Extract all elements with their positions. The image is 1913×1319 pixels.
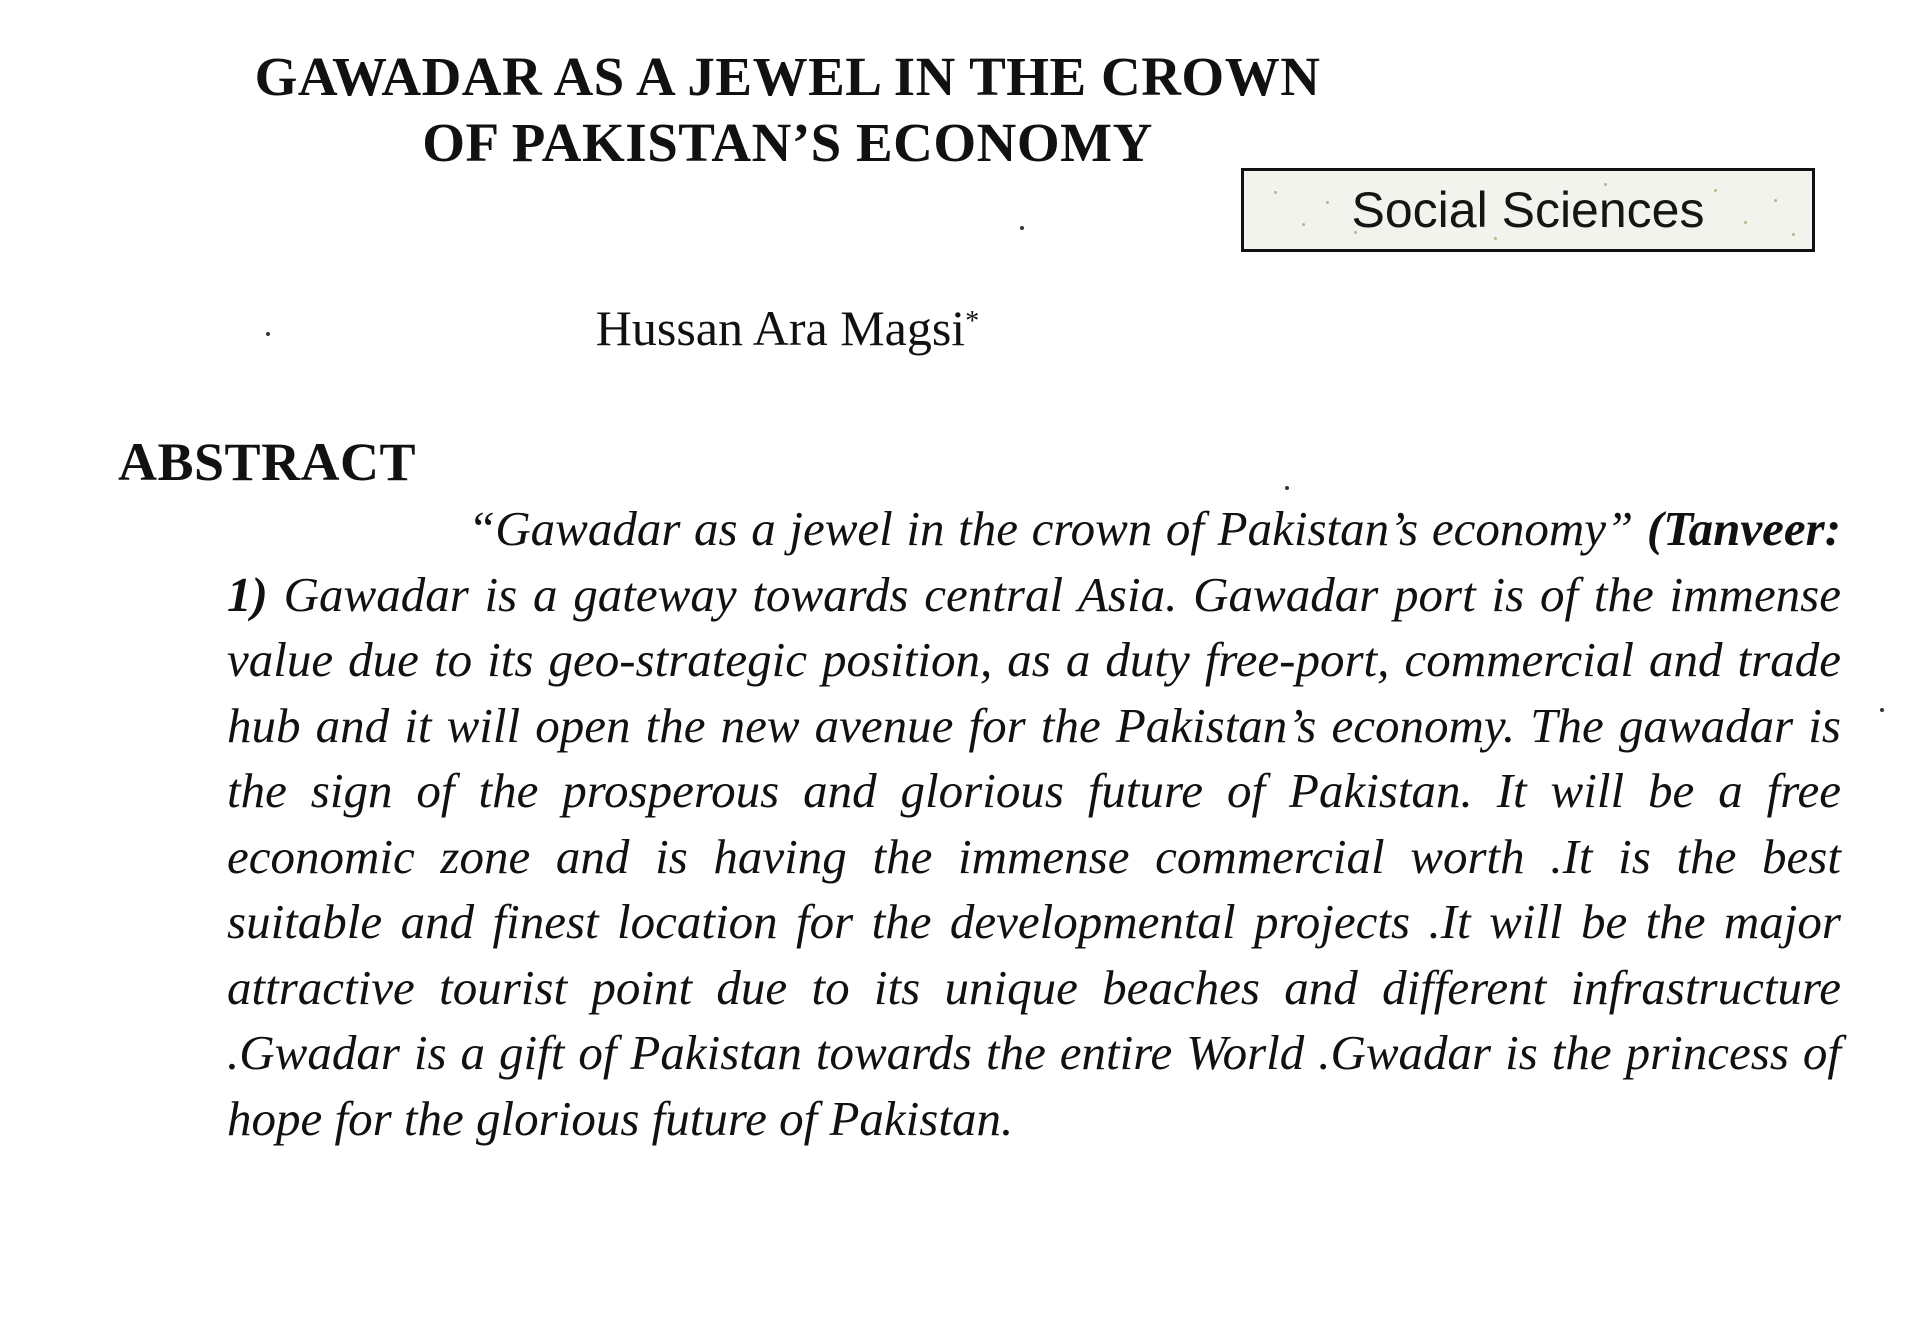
- abstract-quote: “Gawadar as a jewel in the crown of Pakistan’s economy”: [468, 501, 1634, 556]
- author-footnote-marker: *: [965, 306, 980, 337]
- scan-speck: [1880, 708, 1884, 712]
- scan-speck: [1020, 226, 1024, 230]
- paper-title: [0, 44, 1575, 176]
- paper-title-line-1: GAWADAR AS A JEWEL IN THE CROWN: [254, 46, 1321, 107]
- scan-speck: [266, 332, 270, 336]
- paper-title-line-2: OF PAKISTAN’S ECONOMY: [422, 112, 1153, 173]
- abstract-citation: (Tanveer: 1): [227, 501, 1842, 622]
- abstract-text: Gawadar is a gateway towards central Asia. Gawadar port is of the immense value due to its geo-strategic position, as a duty free-port, commercial and trade hub and it will open the new avenue for the Pakistan’s economy. The gawadar is the sign of the prosperous and glorious future of Pakistan. It will be a free economic zone and is having the immense commercial worth .It is the best suitable and finest location for the developmental projects .It will be the major attractive tourist point due to its unique beaches and different infrastructure .Gwadar is a gift of Pakistan towards the entire World .Gwadar is the princess of hope for the glorious future of Pakistan.: [227, 566, 1842, 1146]
- abstract-body: [227, 496, 1841, 1151]
- abstract-heading: ABSTRACT: [118, 432, 417, 492]
- scan-speck: [1285, 486, 1289, 490]
- subject-category-badge: [1241, 168, 1815, 252]
- author-line: [0, 298, 1575, 358]
- author-name: Hussan Ara Magsi: [595, 300, 966, 356]
- subject-category-label: Social Sciences: [1351, 182, 1705, 238]
